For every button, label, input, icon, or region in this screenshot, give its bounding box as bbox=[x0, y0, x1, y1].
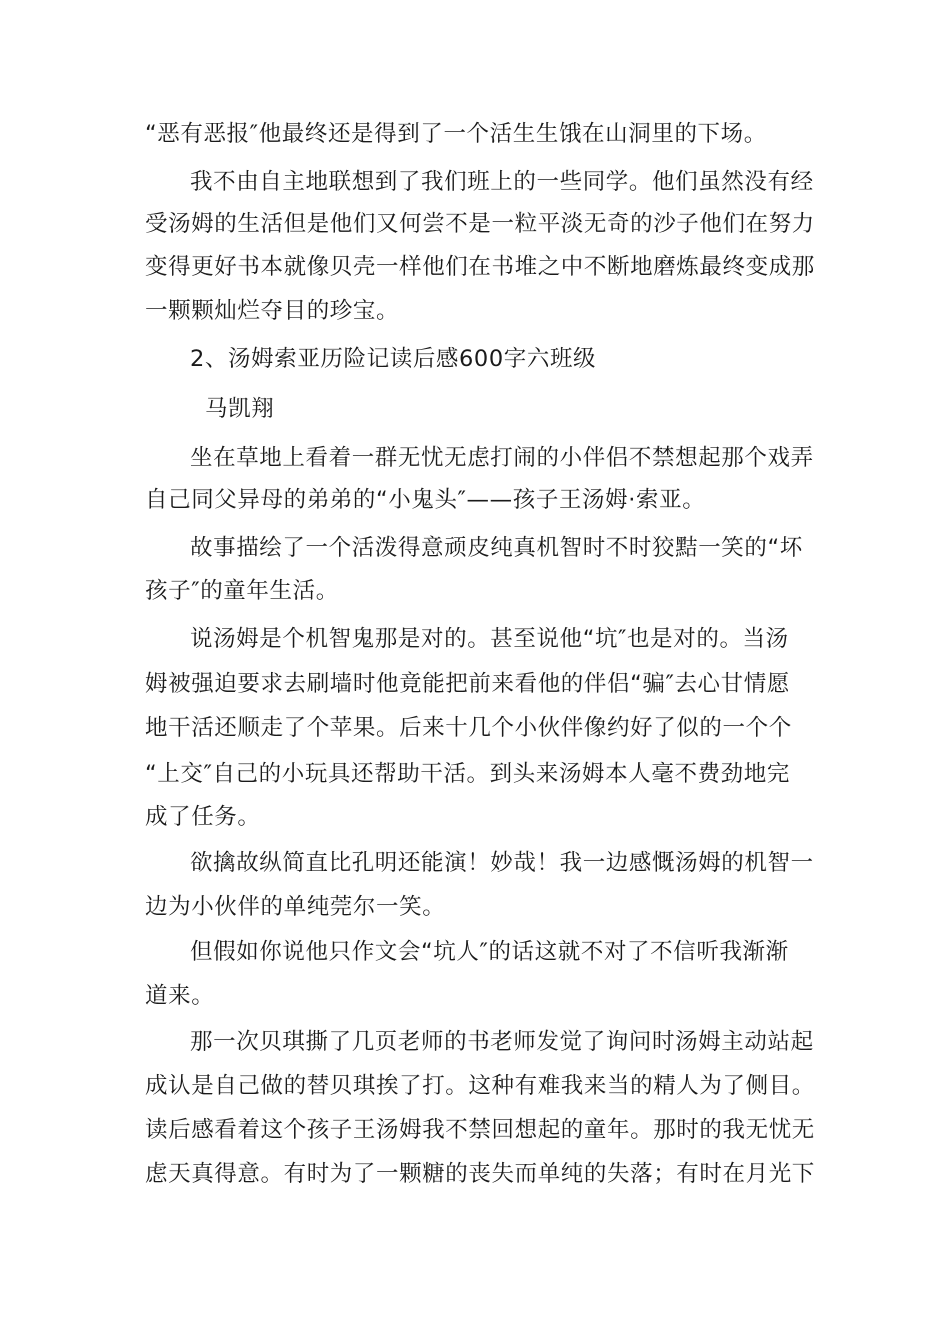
text-line-18: 边为小伙伴的单纯莞尔一笑。 bbox=[145, 894, 446, 920]
text-line-17: 欲擒故纵简直比孔明还能演！妙哉！我一边感慨汤姆的机智一 bbox=[190, 850, 814, 876]
text-line-19: 但假如你说他只作文会“坑人″的话这就不对了不信听我渐渐 bbox=[190, 939, 789, 965]
text-line-15: “上交″自己的小玩具还帮助干活。到头来汤姆本人毫不费劲地完 bbox=[145, 761, 790, 787]
text-line-14: 地干活还顺走了个苹果。后来十几个小伙伴像约好了似的一个个 bbox=[145, 715, 792, 741]
text-line-8: 坐在草地上看着一群无忧无虑打闹的小伴侣不禁想起那个戏弄 bbox=[190, 445, 814, 471]
text-line-2: 我不由自主地联想到了我们班上的一些同学。他们虽然没有经 bbox=[190, 169, 814, 195]
text-line-1: “恶有恶报″他最终还是得到了一个活生生饿在山洞里的下场。 bbox=[145, 121, 767, 147]
text-line-11: 孩子″的童年生活。 bbox=[145, 578, 339, 604]
section-heading: 2、汤姆索亚历险记读后感600字六班级 bbox=[190, 346, 597, 372]
text-line-22: 成认是自己做的替贝琪挨了打。这种有难我来当的精人为了侧目。 bbox=[145, 1073, 815, 1099]
text-line-13: 姆被强迫要求去刷墙时他竟能把前来看他的伴侣“骗″去心甘情愿 bbox=[145, 671, 790, 697]
text-line-4: 变得更好书本就像贝壳一样他们在书堆之中不断地磨炼最终变成那 bbox=[145, 254, 815, 280]
author-name: 马凯翔 bbox=[205, 396, 275, 422]
text-line-3: 受汤姆的生活但是他们又何尝不是一粒平淡无奇的沙子他们在努力 bbox=[145, 211, 815, 237]
text-line-12: 说汤姆是个机智鬼那是对的。甚至说他“坑″也是对的。当汤 bbox=[190, 626, 789, 652]
text-line-20: 道来。 bbox=[145, 983, 215, 1009]
text-line-21: 那一次贝琪撕了几页老师的书老师发觉了询问时汤姆主动站起 bbox=[190, 1029, 814, 1055]
text-line-9: 自己同父异母的弟弟的“小鬼头″——孩子王汤姆·索亚。 bbox=[145, 487, 706, 513]
text-line-5: 一颗颗灿烂夺目的珍宝。 bbox=[145, 298, 400, 324]
text-line-10: 故事描绘了一个活泼得意顽皮纯真机智时不时狡黠一笑的“坏 bbox=[190, 535, 803, 561]
text-line-24: 虑天真得意。有时为了一颗糖的丧失而单纯的失落；有时在月光下 bbox=[145, 1161, 815, 1187]
text-line-23: 读后感看着这个孩子王汤姆我不禁回想起的童年。那时的我无忧无 bbox=[145, 1117, 815, 1143]
text-line-16: 成了任务。 bbox=[145, 804, 261, 830]
